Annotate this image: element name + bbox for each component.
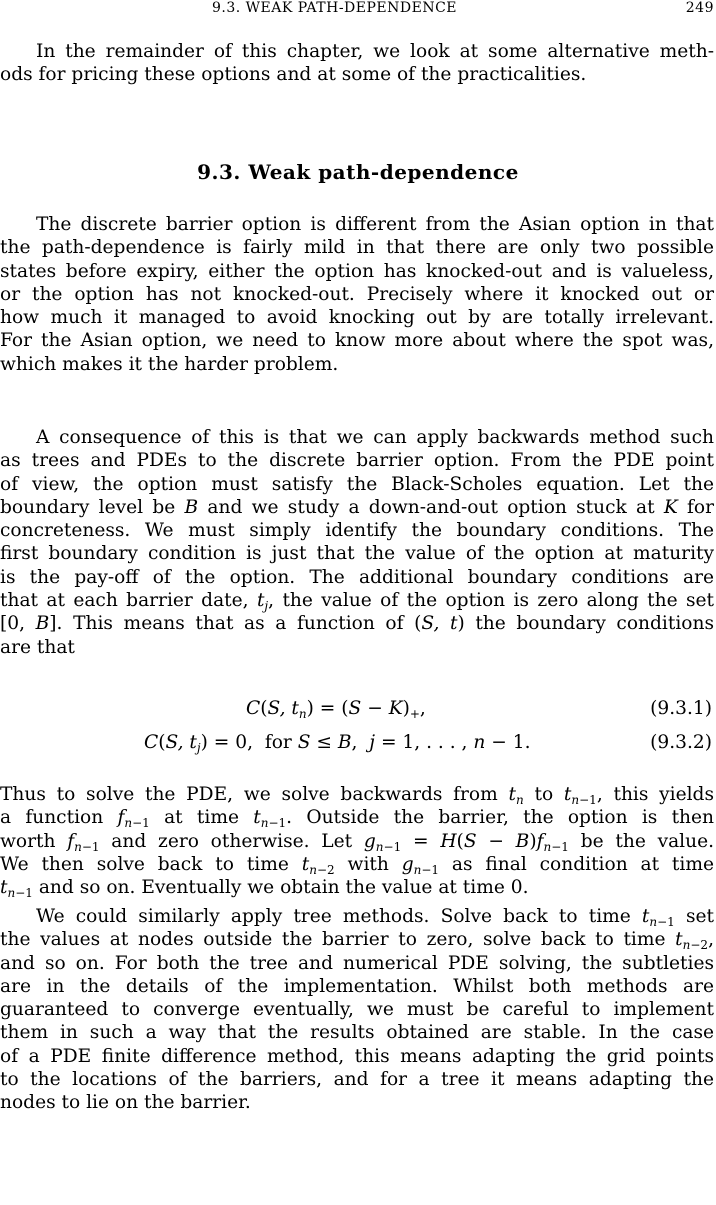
- page-number: 249: [685, 0, 714, 16]
- text-line: worth $f_{n-1}$ and zero otherwise. Let $g_{n-1} = H(S - B)f_{n-1}$ be the value.: [0, 830, 715, 854]
- text-line: We could similarly apply tree methods. Solve back to time $t_{n-1}$ set: [36, 906, 714, 929]
- text-line: ods for pricing these options and at some of the practicalities.: [0, 64, 587, 86]
- text-line: which makes it the harder problem.: [0, 353, 339, 375]
- text-line: are in the details of the implementation. Whilst both methods are: [0, 975, 714, 997]
- text-line: a function $f_{n-1}$ at time $t_{n-1}$. Outside the barrier, the option is then: [0, 807, 714, 831]
- equation-number: (9.3.1): [650, 698, 712, 719]
- text-line: For the Asian option, we need to know more about where the spot was,: [0, 330, 714, 352]
- text-line: The discrete barrier option is different from the Asian option in that: [36, 214, 714, 235]
- text-line: A consequence of this is that we can apply backwards method such: [36, 427, 714, 448]
- text-line: or the option has not knocked-out. Precisely where it knocked out or: [0, 283, 714, 305]
- text-line: boundary level be B and we study a down-and-out option stuck at K for: [0, 496, 714, 518]
- text-line: the values at nodes outside the barrier to zero, solve back to time $t_{n-2}$,: [0, 929, 714, 953]
- text-line: is the pay-off of the option. The additional boundary conditions are: [0, 566, 714, 588]
- text-line: first boundary condition is just that the value of the option at maturity: [0, 543, 714, 565]
- text-line: are that: [0, 636, 75, 658]
- running-head-title: 9.3. WEAK PATH-DEPENDENCE: [212, 0, 458, 16]
- equation-body: C(S, $t_n) = (S - K)_+$,: [246, 698, 426, 721]
- text-line: them in such a way that the results obtained are stable. In the case: [0, 1022, 714, 1044]
- text-line: concreteness. We must simply identify the boundary conditions. The: [0, 520, 714, 542]
- equation-9-3-1: [0, 698, 716, 722]
- equation-body: C(S, $t_j) = 0$, for S ≤ B, j = 1, . . . , n − 1.: [144, 732, 531, 755]
- text-line: how much it managed to avoid knocking out by are totally irrelevant.: [0, 307, 714, 329]
- text-line: guaranteed to converge eventually, we must be careful to implement: [0, 999, 714, 1021]
- text-line: states before expiry, either the option has knocked-out and is valueless,: [0, 260, 714, 282]
- paragraph-2: [0, 426, 714, 659]
- intro-paragraph: [0, 40, 714, 87]
- text-line: [0, B]. This means that as a function of (S, t) the boundary conditions: [0, 613, 714, 635]
- equation-number: (9.3.2): [650, 732, 712, 753]
- text-line: In the remainder of this chapter, we look at some alternative meth-: [36, 41, 714, 62]
- paragraph-1: [0, 213, 714, 376]
- text-line: to the locations of the barriers, and for a tree it means adapting the: [0, 1069, 714, 1091]
- text-line: of a PDE finite difference method, this means adapting the grid points: [0, 1045, 714, 1067]
- text-line: and so on. For both the tree and numerical PDE solving, the subtleties: [0, 952, 714, 974]
- text-line: Thus to solve the PDE, we solve backwards from $t_n$ to $t_{n-1}$, this yields: [0, 784, 714, 807]
- text-line: $t_{n-1}$ and so on. Eventually we obtain the value at time 0.: [0, 877, 529, 901]
- paragraph-3: [0, 783, 714, 899]
- text-line: that at each barrier date, $t_j$, the value of the option is zero along the set: [0, 590, 715, 614]
- text-line: We then solve back to time $t_{n-2}$ with $g_{n-1}$ as final condition at time: [0, 853, 714, 877]
- paragraph-4: [0, 905, 714, 1115]
- text-line: nodes to lie on the barrier.: [0, 1092, 251, 1114]
- text-line: as trees and PDEs to the discrete barrier option. From the PDE point: [0, 450, 714, 472]
- text-line: of view, the option must satisfy the Black-Scholes equation. Let the: [0, 473, 714, 495]
- running-head: [0, 0, 716, 20]
- section-heading: 9.3. Weak path-dependence: [197, 160, 519, 184]
- text-line: the path-dependence is fairly mild in that there are only two possible: [0, 237, 714, 259]
- equation-9-3-2: [0, 732, 716, 756]
